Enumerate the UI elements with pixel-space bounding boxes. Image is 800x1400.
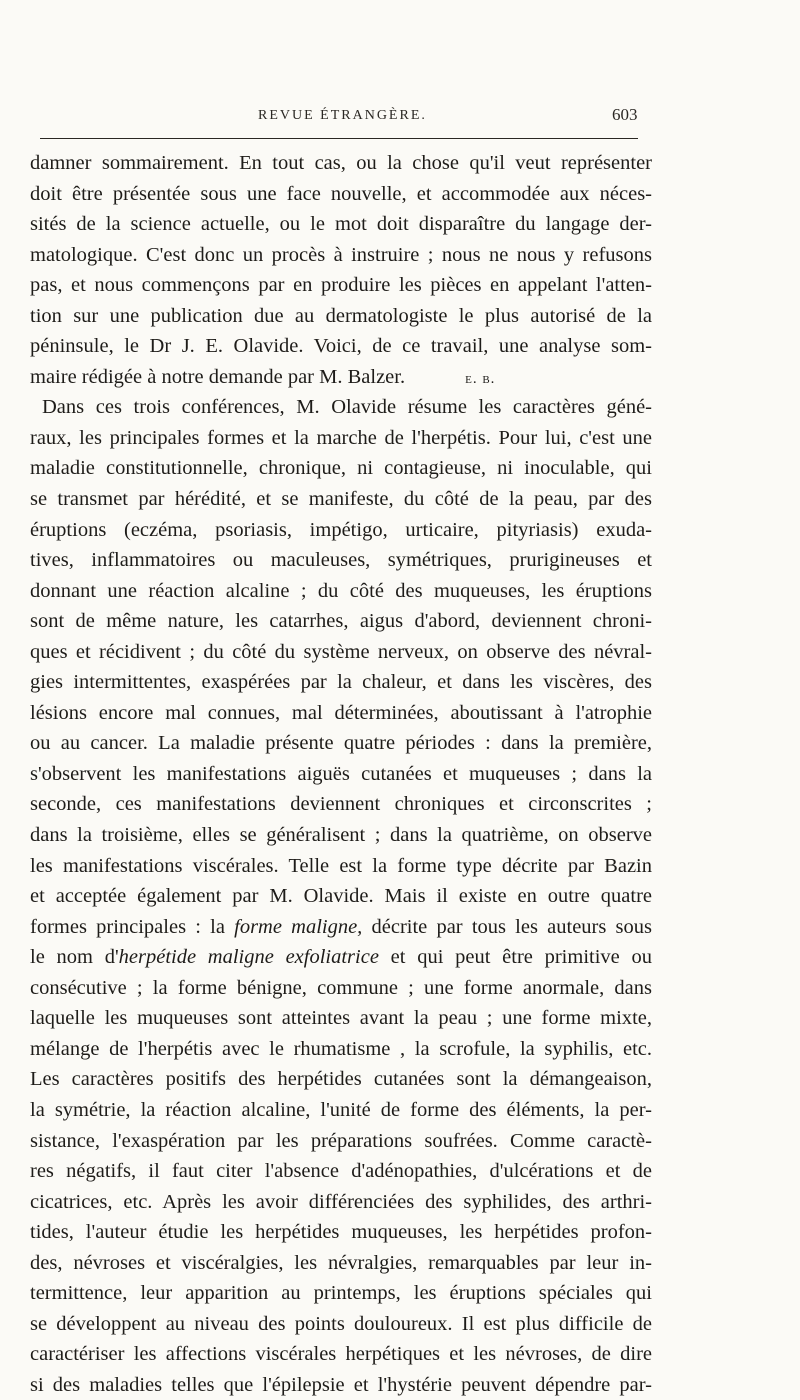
text-segment: le nom d' (30, 946, 119, 969)
text-line: termittence, leur apparition au printemps, les éruptions spéciales qui (30, 1282, 652, 1305)
text-line: et acceptée également par M. Olavide. Mais il existe en outre quatre (30, 885, 652, 908)
text-line (30, 912, 652, 943)
text-line: s'observent les manifestations aiguës cutanées et muqueuses ; dans la (30, 762, 652, 785)
text-line: pas, et nous commençons par en produire les pièces en appelant l'atten- (30, 274, 652, 297)
text-line: sistance, l'exaspération par les préparations soufrées. Comme caractè- (30, 1129, 652, 1152)
page-number: 603 (612, 105, 638, 124)
text-line-content: maire rédigée à notre demande par M. Balzer. (30, 365, 406, 388)
text-line: caractériser les affections viscérales herpétiques et les névroses, de dire (30, 1343, 652, 1366)
text-line: res négatifs, il faut citer l'absence d'adénopathies, d'ulcérations et de (30, 1160, 652, 1183)
text-line: matologique. C'est donc un procès à instruire ; nous ne nous y refusons (30, 243, 652, 266)
text-segment: formes principales : la (30, 915, 235, 938)
italic-term: herpétide maligne exfoliatrice (118, 946, 379, 969)
italic-term: forme maligne, (234, 915, 363, 938)
text-line: Dans ces trois conférences, M. Olavide résume les caractères géné- (42, 396, 652, 419)
text-line: ou au cancer. La maladie présente quatre périodes : dans la première, (30, 732, 652, 755)
text-segment: décrite par tous les auteurs sous (362, 915, 652, 938)
text-line: la symétrie, la réaction alcaline, l'unité de forme des éléments, la per- (30, 1098, 652, 1121)
text-line: consécutive ; la forme bénigne, commune ; une forme anormale, dans (30, 976, 652, 999)
body-text (30, 148, 652, 1400)
text-line: dans la troisième, elles se généralisent ; dans la quatrième, on observe (30, 824, 652, 847)
text-line: si des maladies telles que l'épilepsie et l'hystérie peuvent dépendre par- (30, 1373, 652, 1396)
text-line: tives, inflammatoires ou maculeuses, symétriques, prurigineuses et (30, 549, 652, 572)
text-line: sités de la science actuelle, ou le mot doit disparaître du langage der- (30, 213, 652, 236)
text-line: seconde, ces manifestations deviennent chroniques et circonscrites ; (30, 793, 652, 816)
text-line: laquelle les muqueuses sont atteintes avant la peau ; une forme mixte, (30, 1007, 652, 1030)
text-line: sont de même nature, les catarrhes, aigus d'abord, deviennent chroni- (30, 610, 652, 633)
text-line: doit être présentée sous une face nouvelle, et accommodée aux néces- (30, 182, 652, 205)
text-line: se développent au niveau des points douloureux. Il est plus difficile de (30, 1312, 652, 1335)
text-line: tides, l'auteur étudie les herpétides muqueuses, les herpétides profon- (30, 1221, 652, 1244)
text-line: tion sur une publication due au dermatologiste le plus autorisé de la (30, 304, 652, 327)
text-line: donnant une réaction alcaline ; du côté des muqueuses, les éruptions (30, 579, 652, 602)
text-line: se transmet par hérédité, et se manifeste, du côté de la peau, par des (30, 488, 652, 511)
text-line: mélange de l'herpétis avec le rhumatisme , la scrofule, la syphilis, etc. (30, 1037, 652, 1060)
text-line: péninsule, le Dr J. E. Olavide. Voici, de ce travail, une analyse som- (30, 335, 652, 358)
text-line: éruptions (eczéma, psoriasis, impétigo, urticaire, pityriasis) exuda- (30, 518, 652, 541)
text-line: lésions encore mal connues, mal déterminées, aboutissant à l'atrophie (30, 701, 652, 724)
text-line: cicatrices, etc. Après les avoir différenciées des syphilides, des arthri- (30, 1190, 652, 1213)
text-line: raux, les principales formes et la marche de l'herpétis. Pour lui, c'est une (30, 426, 652, 449)
text-line: damner sommairement. En tout cas, ou la chose qu'il veut représenter (30, 152, 652, 174)
text-line (30, 362, 652, 393)
header-rule (40, 138, 638, 139)
text-line: des, névroses et viscéralgies, les névralgies, remarquables par leur in- (30, 1251, 652, 1274)
text-line: ques et récidivent ; du côté du système nerveux, on observe des névral- (30, 640, 652, 663)
running-head: REVUE ÉTRANGÈRE. (258, 108, 427, 123)
text-line (30, 942, 652, 973)
text-segment: et qui peut être primitive ou (378, 946, 652, 969)
text-line: gies intermittentes, exaspérées par la chaleur, et dans les viscères, des (30, 671, 652, 694)
text-line: maladie constitutionnelle, chronique, ni contagieuse, ni inoculable, qui (30, 457, 652, 480)
text-line: les manifestations viscérales. Telle est la forme type décrite par Bazin (30, 854, 652, 877)
text-line: Les caractères positifs des herpétides cutanées sont la démangeaison, (30, 1068, 652, 1091)
author-initials: e. b. (465, 370, 496, 387)
